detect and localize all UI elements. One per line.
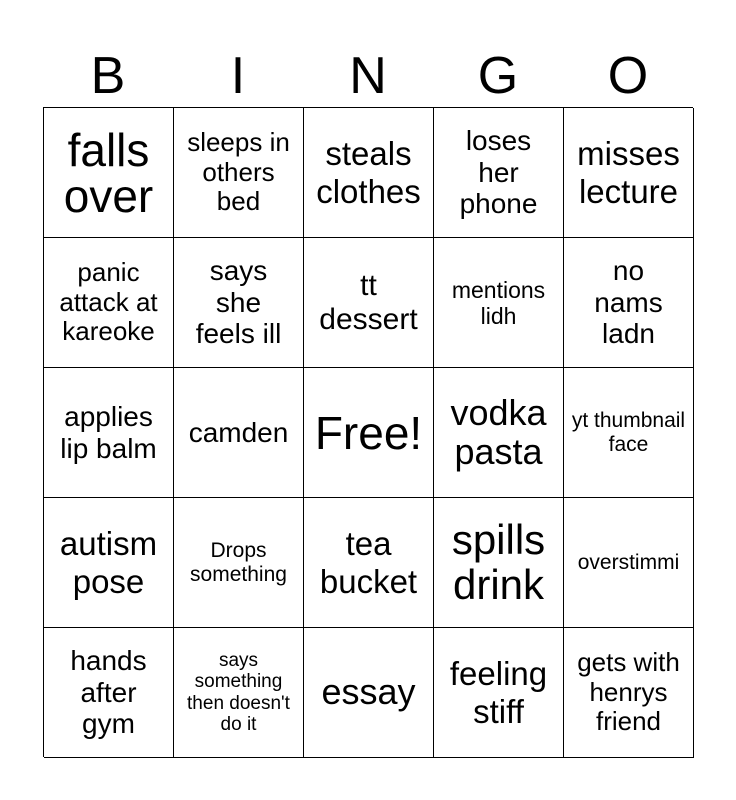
bingo-cell[interactable] (44, 108, 174, 238)
bingo-cell[interactable] (174, 238, 304, 368)
cell-text: no nams ladn (594, 255, 663, 350)
cell-text: hands after gym (70, 645, 147, 740)
cell-text: Drops something (190, 538, 287, 586)
header-letter-b: B (90, 47, 126, 105)
bingo-cell[interactable] (304, 498, 434, 628)
cell-text: sleeps in others bed (187, 127, 290, 217)
bingo-cell[interactable] (564, 108, 694, 238)
bingo-cell[interactable] (174, 368, 304, 498)
cell-text: gets with henrys friend (577, 647, 680, 737)
bingo-cell[interactable] (44, 368, 174, 498)
cell-text: autism pose (59, 525, 158, 600)
bingo-cell[interactable] (174, 108, 304, 238)
cell-text: essay (321, 671, 416, 713)
cell-text: applies lip balm (60, 400, 157, 464)
bingo-cell[interactable] (304, 108, 434, 238)
bingo-cell[interactable] (564, 498, 694, 628)
bingo-cell[interactable] (304, 238, 434, 368)
free-space[interactable] (304, 368, 434, 498)
bingo-cell[interactable] (564, 238, 694, 368)
bingo-cell[interactable] (304, 628, 434, 758)
cell-text: misses lecture (577, 135, 680, 210)
bingo-cell[interactable] (174, 628, 304, 758)
bingo-cell[interactable] (564, 368, 694, 498)
bingo-cell[interactable] (434, 238, 564, 368)
cell-text: yt thumbnail face (571, 408, 686, 456)
header-letter-i: I (230, 47, 246, 105)
cell-text: falls over (63, 123, 154, 222)
bingo-cell[interactable] (434, 108, 564, 238)
bingo-cell[interactable] (434, 498, 564, 628)
cell-text: camden (188, 416, 289, 448)
cell-text: says something then doesn't do it (187, 649, 290, 735)
bingo-cell[interactable] (564, 628, 694, 758)
cell-text: feeling stiff (449, 655, 548, 730)
bingo-cell[interactable] (174, 498, 304, 628)
cell-text: mentions lidh (451, 276, 546, 329)
bingo-header (43, 44, 693, 108)
bingo-cell[interactable] (434, 368, 564, 498)
cell-text: tt dessert (319, 268, 418, 336)
cell-text: overstimmi (577, 550, 680, 574)
header-letter-o: O (607, 47, 649, 105)
cell-text: Free! (314, 406, 423, 459)
header-letter-n: N (349, 47, 387, 105)
cell-text: says she feels ill (195, 255, 282, 350)
bingo-grid (43, 107, 693, 757)
bingo-cell[interactable] (44, 238, 174, 368)
bingo-cell[interactable] (44, 498, 174, 628)
cell-text: panic attack at kareoke (59, 257, 158, 347)
cell-text: tea bucket (319, 525, 418, 600)
cell-text: steals clothes (316, 135, 421, 210)
cell-text: loses her phone (459, 125, 538, 220)
bingo-cell[interactable] (44, 628, 174, 758)
cell-text: vodka pasta (450, 391, 547, 472)
cell-text: spills drink (451, 516, 546, 608)
bingo-cell[interactable] (434, 628, 564, 758)
header-letter-g: G (477, 47, 519, 105)
